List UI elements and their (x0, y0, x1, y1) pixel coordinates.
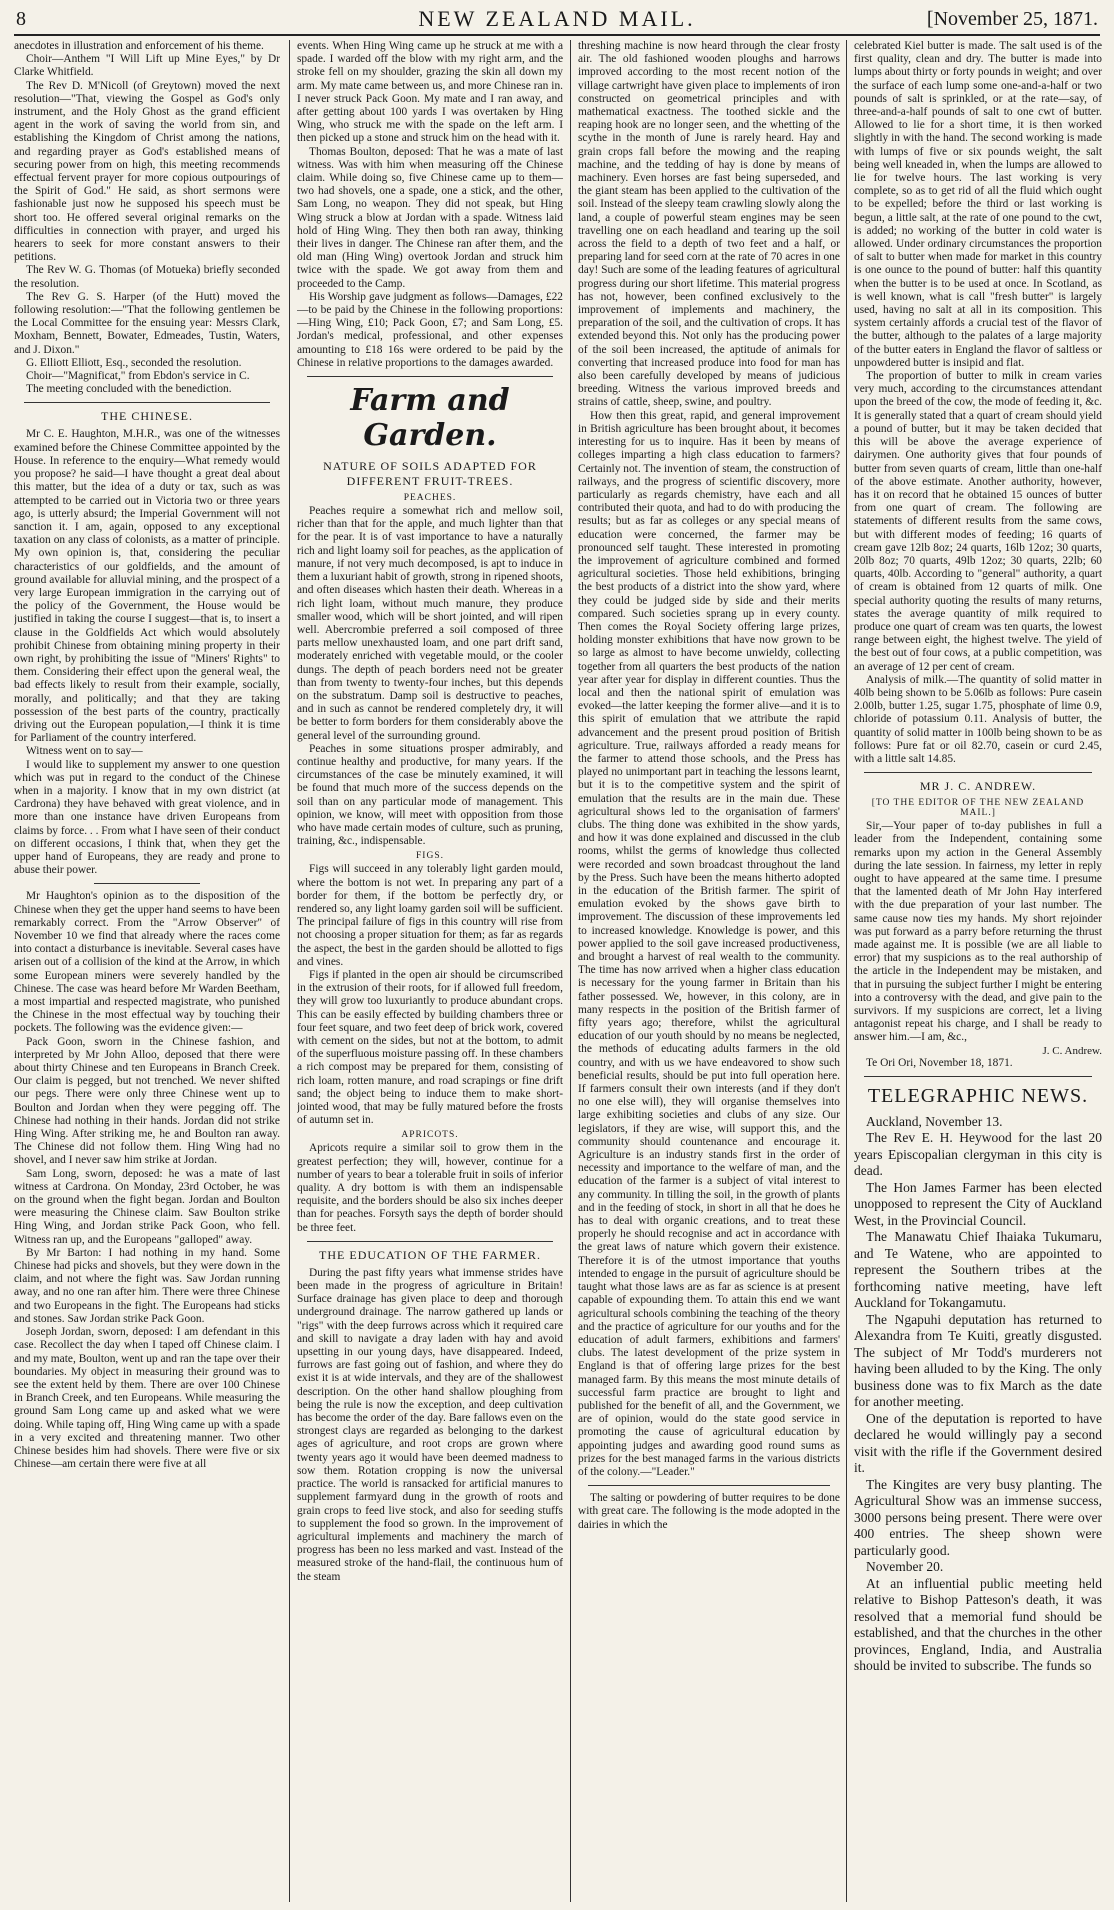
paragraph: Figs if planted in the open air should be circumscribed in the extrusion of their roots, for if allowed full freedom, they will grow too luxuriantly to produce abundant crops. This can be easily effected by building chambers three or four feet square, and two feet deep of brick work, covered with cement on the sides, but not at the bottom, to admit of the superfluous moisture passing off. In these chambers a rich compost may be prepared for them, consisting of rich loam, rotten manure, and road scrapings or fine drift sand; the object being to induce them to make short-jointed wood, that may be fully matured before the frosts of autumn set in. (297, 968, 563, 1127)
column-3 (578, 40, 840, 1904)
paragraph: Apricots require a similar soil to grow them in the greatest perfection; they will, however, continue for a number of years to bear a tolerable fruit in soils of inferior quality. A dry bottom is with them an indispensable requisite, and the borders should be also six inches deeper than for peaches. Forsyth says the depth of border should be three feet. (297, 1142, 563, 1234)
subheading: PEACHES. (403, 493, 457, 504)
paragraph: The Kingites are very busy planting. The Agricultural Show was an immense success, 3000 persons being present. There were over 400 entries. The sheep shown were particularly good. (854, 1476, 1102, 1558)
paragraph: Analysis of milk.—The quantity of solid matter in 40lb being shown to be 5.06lb as follows: Pure casein 2.00lb, butter 1.25, sugar 1.75, phosphate of lime 0.9, chloride of potassium 0.11. Analysis of butter, the quantity of solid matter in 100lb being shown to be as follows: Pure fat or oil 82.70, casein or curd 2.45, with a little salt 14.85. (854, 673, 1102, 765)
paragraph: Pack Goon, sworn in the Chinese fashion, and interpreted by Mr John Alloo, deposed that there were about thirty Chinese and ten Europeans in Branch Creek. Our claim is pegged, but not trenched. We never shifted our pegs. There were only three Chinese went up to Boulton and Jordan when they were pegging off. The Chinese had nothing in their hands. Jordan did not strike Hing Wing. After striking me, he and Boulton ran away. The Chinese did not follow them. Hing Wing had no shovel, and I never saw him strike at Jordan. (14, 1035, 280, 1167)
subheading: FIGS. (416, 851, 444, 862)
column-rule (289, 40, 290, 1902)
dateline: November 20. (866, 1559, 944, 1575)
paragraph: Sir,—Your paper of to-day publishes in full a leader from the Independent, containing some remarks upon my action in the General Assembly during the late session. In fairness, my letter in reply ought to have appeared at the same time. I presume that the lamented death of Mr John Hay interfered with the due preparation of your last number. The same cause now ties my hands. My short rejoinder was put forward as a parry before returning the thrust made against me. It is possible (we are all liable to error) that my suspicions as to the real authorship of the article in the Independent may be mistaken, and that in pursuing the subject further I might be entering into a controversy with the dead, and give pain to the survivors. If my suspicions are correct, let a living antagonist repeat his charge, and I shall be ready to answer him.—I am, &c., (854, 820, 1102, 1044)
paragraph: The Rev W. G. Thomas (of Motueka) briefly seconded the resolution. (14, 264, 280, 290)
article-heading: THE CHINESE. (101, 409, 193, 424)
column-rule (846, 40, 847, 1902)
paragraph: celebrated Kiel butter is made. The salt used is of the first quality, clean and dry. The butter is made into lumps about thirty or forty pounds in weight; and over the surface of each lump some one-and-a-half or two pounds of salt is sprinkled, or at the rate—say, of three-and-a-half pounds of salt to one cwt of butter. Allowed to lie for a short time, it is then worked slightly in with the hand. The second working is made with lumps of five or six pounds weight, the salt being well kneaded in, when the lumps are allowed to lie for twelve hours. The last working is very complete, so as to get rid of all the fluid which ought to be expelled; before the third or last working is begun, a little salt, at the rate of one pound to the cwt, is added; no working of the butter in cold water is allowed. Under ordinary circumstances the proportion of salt to butter when made for market in this country is one ounce to the pound of butter: half this quantity when the butter is to be used at once. In Scotland, as is well known, what is call "fresh butter" is largely used, having no salt at all in its composition. This system certainly affords a crucial test of the flavor of the butter, although to the palates of a large majority of the butter eaters in England the flavor of saltless or unpowdered butter is insipid and flat. (854, 40, 1102, 369)
column-rule (570, 40, 571, 1902)
paragraph: The proportion of butter to milk in cream varies very much, according to the circumstances attendant upon the breed of the cow, the mode of feeding it, &c. It is generally stated that a quart of cream should yield a pound of butter, but it may be taken decided that this will be above the average experience of dairymen. One authority gives that four pounds of butter from seven quarts of cream, little than one-half of the above estimate. Another authority, however, has it on record that he obtained 15 ounces of butter from one quart of cream. The following are statements of different results from the same cows, but with different modes of feeding; 16 quarts of cream gave 12lb 8oz; 24 quarts, 16lb 12oz; 30 quarts, 20lb 8oz; 70 quarts, 49lb 12oz; 30 quarts, 22lb; 60 quarts, 40lb. According to "general" authority, a quart of cream is obtained from 12 quarts of milk. One special authority quoting the results of many returns, states the average quantity of milk required to produce one quart of cream was ten quarts, the lowest range between eight, the highest twelve. The yield of the best out of four cows, at a public competition, was an average of 12 per cent of cream. (854, 370, 1102, 673)
column-2 (297, 40, 563, 1904)
paragraph: At an influential public meeting held relative to Bishop Patteson's death, it was resolved that a memorial fund should be established, and that the churches in the other provinces, England, India, and Australia should be invited to subscribe. The funds so (854, 1575, 1102, 1674)
article-heading: THE EDUCATION OF THE FARMER. (319, 1247, 541, 1262)
paragraph: Mr C. E. Haughton, M.H.R., was one of the witnesses examined before the Chinese Committee appointed by the House. In reference to the enquiry—What remedy would you propose? he said—I have thought a great deal about this matter, but the idea of a duty or tax, such as was attempted to be carried out in Victoria two or three years ago, is utterly absurd; the Imperial Government will not sanction it. I am, again, opposed to any exceptional taxation on any class of colonists, as a matter of principle. My own opinion is, that, considering the peculiar characteristics of our goldfields, and the amount of ground available for alluvial mining, and the prospect of a very large European immigration in the carrying out of the policy of the Government, the House would be justified in taking the course I suggest—that is, to insert a clause in the Goldfields Act which would absolutely prohibit Chinese from obtaining mining property in their own right, by prohibiting the issue of "Miners' Rights" to them. Considering their effect upon the general weal, the bad effects likely to result from their example, socially, morally, and politically; and that they are taking possession of the best parts of the country, practically driving out the European population,—I think it is time for Parliament of the country interfered. (14, 428, 280, 745)
paragraph: anecdotes in illustration and enforcement of his theme. (14, 40, 264, 52)
divider (24, 402, 270, 403)
divider (588, 1485, 830, 1486)
newspaper-title: NEW ZEALAND MAIL. (418, 6, 696, 31)
paragraph: The Hon James Farmer has been elected unopposed to represent the City of Auckland West, in the Provincial Council. (854, 1179, 1102, 1228)
signature: J. C. Andrew. (1042, 1044, 1102, 1057)
paragraph: Witness went on to say— (26, 745, 143, 758)
column-4 (854, 40, 1102, 1904)
dateline: Te Ori Ori, November 18, 1871. (866, 1056, 1013, 1069)
page-number: 8 (16, 8, 26, 30)
paragraph: Peaches require a somewhat rich and mellow soil, richer than that for the apple, and much lighter than that for the pear. It is of vast importance to have a naturally rich and light loamy soil for peaches, as the application of manure, if not very much decomposed, is apt to induce in them a luxuriant habit of growth, strong in ripened shoots, and often diseases which hasten their death. Whereas in a rich light loam, without much manure, they produce smaller wood, which will be short jointed, and will ripen well. Abercrombie preferred a soil composed of three parts mellow unexhausted loam, and one part drift sand, moderately enriched with vegetable mould, or the cooler dungs. The depth of peach borders need not be greater than from twenty to twenty-four inches, but this depends on the substratum. Damp soil is destructive to peaches, and in such as cannot be rendered completely dry, it will be better to form borders for them considerably above the general level of the surrounding ground. (297, 505, 563, 742)
paragraph: The Manawatu Chief Ihaiaka Tukumaru, and Te Watene, who are appointed to represent the Southern tribes at the forthcoming native meeting, have left Auckland for Tokangamutu. (854, 1229, 1102, 1311)
issue-date: [November 25, 1871. (926, 8, 1098, 30)
paragraph: Joseph Jordan, sworn, deposed: I am defendant in this case. Recollect the day when I taped off Chinese claim. I and my mate, Boulton, went up and ran the tape over their boundaries. My object in measuring their ground was to see the extent held by them. There are over 100 Chinese in Branch Creek, and ten Europeans. While measuring the ground Sam Long came up and asked what we were doing. While taping off, Hing Wing came up with a spade in a very excited and threatening manner. Two other Chinese besides him had shovels. There were five or six Chinese—am certain there were five at all (14, 1326, 280, 1471)
paragraph: I would like to supplement my answer to one question which was put in regard to the conduct of the Chinese when in a majority. I know that in my own district (at Cardrona) they have behaved with great violence, and in more than one instance have driven Europeans from claims by force. . . From what I have seen of their conduct on different occasions, I think that, when they get the upper hand of Europeans, they are ready and prone to abuse their power. (14, 758, 280, 877)
paragraph: Thomas Boulton, deposed: That he was a mate of last witness. Was with him when measuring off the Chinese claim. While doing so, five Chinese came up to them—two had shovels, one a spade, one a stick, and the other, Sam Long, no weapon. They did not speak, but Hing Wing struck a blow at Jordan with a spade. Witness laid hold of Hing Wing. They then both ran away, thinking their lives in danger. The Chinese ran after them, and the old man (Hing Wing) overtook Jordan and struck him twice with the spade. We got away from them and proceeded to the Camp. (297, 145, 563, 290)
paragraph: How then this great, rapid, and general improvement in British agriculture has been brought about, it becomes interesting for us to inquire. Has it been by means of colleges imparting a high class education to farmers? Certainly not. The invention of steam, the construction of railways, and the progress of scientific discovery, more particularly as regards chemistry, have each and all contributed their quota, and had to do with producing the results; but as far as colleges or any special means of education were concerned, the farmer may be pronounced self taught. These interested in promoting the improvement of agriculture combined and formed agricultural societies. Those held exhibitions, bringing the best products of a district into the show yard, where they could be judged side by side and their merits compared. Such societies sprang up in every county. Then comes the Royal Society offering large prizes, holding monster exhibitions that have now grown to be so large as almost to have become unwieldy, collecting together from all quarters the best products of the nation year after year for display in different counties. Thus the local and then the national spirit of emulation was evoked—the latter keeping the former alive—and it is to this spirit of emulation that we attribute the rapid advancement and the present proud position of British agriculture. True, railways afforded a ready means for the farmer to attend those schools, and the Press has played no unimportant part in teaching the lessons learnt, but it is to the competitive system and the spirit of emulation that the results are in the main due. These agricultural shows led to the organisation of farmers' clubs. The thing done was exhibited in the show yards, and how it was done explained and discussed in the club rooms, whilst the germs of knowledge thus collected were recorded and sown broadcast throughout the land by the Press. Such have been the means hitherto adopted in the education of the British farmer. The spirit of emulation evoked by the shows gave birth to improvement. The discussion of these improvements led to increased knowledge. Knowledge is power, and this power applied to the soil gave increased productiveness, and brought a harvest of real wealth to the community. The time has now arrived when a higher class education is necessary for the young farmer in Britain than his father possessed. We, however, in this colony, are in many respects in the position of the British farmer of fifty years ago; therefore, whilst the agricultural education of our youth should by no means be neglected, the methods of educating adults farmers in the old country, and with us we have endeavored to show such beneficial results, should be put into full operation here. If farmers consult their own interests (and if they don't no one else will), they will organise themselves into large exhibiting societies and clubs of any size. Our legislators, if they are wise, will support this, and the community should countenance and encourage it. Agriculture is an industry stands first in the order of necessity and importance to the welfare of man, and the education of the farmer is a subject of vital interest to any community. In tilling the soil, in the growth of plants and in the feeding of stock, in short in all that he does he has to deal with organic creations, and to treat these properly he should recognise and act in accordance with the great laws of nature which govern their existence. Therefore it is of the utmost importance that youths intended to engage in the pursuit of agriculture should be taught what those laws are as far as science is at present capable of expounding them. To attain this end we want agricultural schools combining the teaching of the theory and the practice of agriculture for our youths and for the education of adult farmers, exhibitions and farmers' clubs. The latest development of the prize system in England is that of offering large prizes for the best managed farm. By this means the most minute details of successful farm practice are brought to light and published for the benefit of all, and the Government, we are of opinion, would do the state good service in promoting the cause of agricultural education by appointing judges and awarding good round sums as prizes for the best managed farms in the various districts of the colony.—"Leader." (578, 409, 840, 1478)
paragraph: Choir—Anthem "I Will Lift up Mine Eyes," by Dr Clarke Whitfield. (14, 53, 280, 79)
paragraph: threshing machine is now heard through the clear frosty air. The old fashioned wooden ploughs and harrows improved according to the most recent notion of the village cartwright have given place to implements of iron constructed on geometrical principles and with mathematical exactness. The toothed sickle and the reaping hook are no longer seen, and the whetting of the scythe in the month of June is rarely heard. Hay and grain crops fall before the mowing and the reaping machine, and the tedding of hay is done by means of machinery. Even horses are fast being superseded, and the giant steam has been applied to the cultivation of the soil. Instead of the sleepy team crawling slowly along the land, a couple of powerful steam engines may be seen travelling one on each headland and tearing up the soil across the field to a depth of two feet and a half, or preparing land for seed corn at the rate of 70 acres in one day! Such are some of the leading features of agricultural progress during our short lifetime. This material progress has not, however, been confined exclusively to the improvement of implements and machinery, the preparation of the soil, and the cultivation of crops. It has extended beyond this. Not only has the producing power of the soil been increased, the aptitude of animals for converting that increased produce into food for man has also been carefully developed by means of judicious breeding. Witness the various improved breeds and strains of cattle, sheep, swine, and poultry. (578, 40, 840, 409)
section-heading: Farm and Garden. (350, 383, 510, 454)
paragraph: Figs will succeed in any tolerably light garden mould, where the bottom is not wet. In preparing any part of a border for them, if the bottom be perfectly dry, or rendered so, any light loamy garden soil will be sufficient. The principal failure of figs in this country will rise from not choosing a proper situation for them; as far as regards the aspect, the best in the garden should be allotted to figs and vines. (297, 863, 563, 968)
divider (307, 1241, 553, 1242)
article-heading: MR J. C. ANDREW. (919, 779, 1037, 794)
paragraph: The Rev E. H. Heywood for the last 20 years Episcopalian clergyman in this city is dead. (854, 1130, 1102, 1179)
divider (307, 376, 553, 377)
paragraph: Mr Haughton's opinion as to the disposition of the Chinese when they get the upper hand seems to have been remarkably correct. From the "Arrow Observer" of November 10 we find that already where the races come into contact a disturbance is inevitable. Several cases have arisen out of a collision of the kind at the Arrow, in which some European miners were severely handled by the Chinese. The case was heard before Mr Warden Beetham, a most impartial and respected magistrate, who punished the Chinese in the most effectual way by touching their pockets. The following was the evidence given:— (14, 890, 280, 1035)
divider (94, 883, 200, 884)
paragraph: Peaches in some situations prosper admirably, and continue healthy and productive, for many years. If the circumstances of the case be minutely examined, it will be found that much more of the success depends on the soil than on any particular mode of management. This opinion, we know, will meet with opposition from those who have made certain modes of culture, such as pruning, training, &c., indispensable. (297, 742, 563, 848)
paragraph: The meeting concluded with the benediction. (26, 383, 232, 396)
column-1 (14, 40, 280, 1904)
dateline: Auckland, November 13. (866, 1113, 1003, 1129)
paragraph: One of the deputation is reported to have declared he would willingly pay a second visit with the rifle if the Government desired it. (854, 1410, 1102, 1476)
divider (864, 1076, 1092, 1077)
paragraph: events. When Hing Wing came up he struck at me with a spade. I warded off the blow with my right arm, and the stroke fell on my shoulder, grazing the skin all down my arm. My mate came between us, and more Chinese ran in. I never struck Pack Goon. My mate and I ran away, and after getting about 100 yards I was overtaken by Hing Wing, who struck me with the spade on the left arm. I then picked up a stone and struck him on the head with it. (297, 40, 563, 145)
paragraph: Sam Long, sworn, deposed: he was a mate of last witness at Cardrona. On Monday, 23rd October, he was on the ground when the fight began. Jordan and Boulton were measuring the Chinese claim. Saw Boulton strike Hing Wing, and Jordan strike Pack Goon, who fell. Witness ran up, and the Europeans "galloped" away. (14, 1167, 280, 1246)
paragraph: During the past fifty years what immense strides have been made in the progress of agriculture in Britain! Surface drainage has given place to deep and thorough underground drainage. The narrow gathered up lands or "rigs" with the deep furrows across which it required care and skill to navigate a dray laden with hay and avoid upsetting in our young days, have disappeared. Indeed, furrows are fast going out of fashion, and where they do exist it is at wide intervals, and they are of the shallowest description. On the other hand shallow ploughing from being the rule is now the exception, and deep cultivation has become the order of the day. Bare fallows even on the strongest clays are regarded as belonging to the darkest ages of agriculture, and root crops are grown where twenty years ago it would have been deemed madness to sow them. Rotation cropping is now the universal practice. The world is ransacked for artificial manures to supplement farmyard dung in the growth of roots and grain crops to feed live stock, and also for seeding stuffs to supplement the food so grown. In the improvement of agricultural implements and machinery the march of progress has been no less marked and vast. Instead of the measured stroke of the hand-flail, the continuous hum of the steam (297, 1266, 563, 1583)
paragraph: The salting or powdering of butter requires to be done with great care. The following is the mode adopted in the dairies in which the (578, 1492, 840, 1531)
article-heading: NATURE OF SOILS ADAPTED FOR DIFFERENT FRUIT-TREES. (323, 459, 537, 489)
paragraph: His Worship gave judgment as follows—Damages, £22—to be paid by the Chinese in the following proportions:—Hing Wing, £10; Pack Goon, £7; and Sam Long, £5. Jordan's medical, professional, and other expenses amounting to £18 16s were ordered to be paid by the Chinese in relative proportions to the damages awarded. (297, 290, 563, 369)
divider (864, 772, 1092, 773)
masthead (14, 6, 1100, 32)
paragraph: The Rev G. S. Harper (of the Hutt) moved the following resolution:—"That the following gentlemen be the Local Committee for the ensuing year: Messrs Clark, Moxham, Bennett, Bowater, Edmeades, Tustin, Waters, and J. Dixon." (14, 290, 280, 356)
editor-note: [TO THE EDITOR OF THE NEW ZEALAND MAIL.] (871, 798, 1085, 819)
paragraph: The Ngapuhi deputation has returned to Alexandra from Te Kuiti, greatly disgusted. The subject of Mr Todd's murderers not having been alluded to by the King. The only business done was to fix March as the date for another meeting. (854, 1311, 1102, 1410)
paragraph: The Rev D. M'Nicoll (of Greytown) moved the next resolution—"That, viewing the Gospel as God's only instrument, and the Holy Ghost as the grand efficient agent in the work of saving the world from sin, and establishing the Kingdom of Christ among the nations, and regarding prayer as God's established means of securing power from on high, this meeting recommends effectual fervent prayer for more copious outpourings of the Spirit of God." He said, as short sermons were fashionable just now he supposed his speech must be short too. He offered several original remarks on the difficulties in connection with prayer, and urged his hearers to seek for more constant answers to their petitions. (14, 79, 280, 264)
paragraph: Choir—"Magnificat," from Ebdon's service in C. (26, 370, 250, 383)
paragraph: G. Elliott Elliott, Esq., seconded the resolution. (26, 356, 242, 369)
paragraph: By Mr Barton: I had nothing in my hand. Some Chinese had picks and shovels, but they were down in the claim, and not where the fight was. Saw Jordan running away, and no one ran after him. There were three Chinese and two Europeans in the fight. The Europeans had sticks and stones. Saw Jordan strike Pack Goon. (14, 1246, 280, 1325)
subheading: APRICOTS. (401, 1130, 459, 1141)
section-heading: TELEGRAPHIC NEWS. (867, 1084, 1089, 1107)
masthead-rule (14, 34, 1100, 36)
